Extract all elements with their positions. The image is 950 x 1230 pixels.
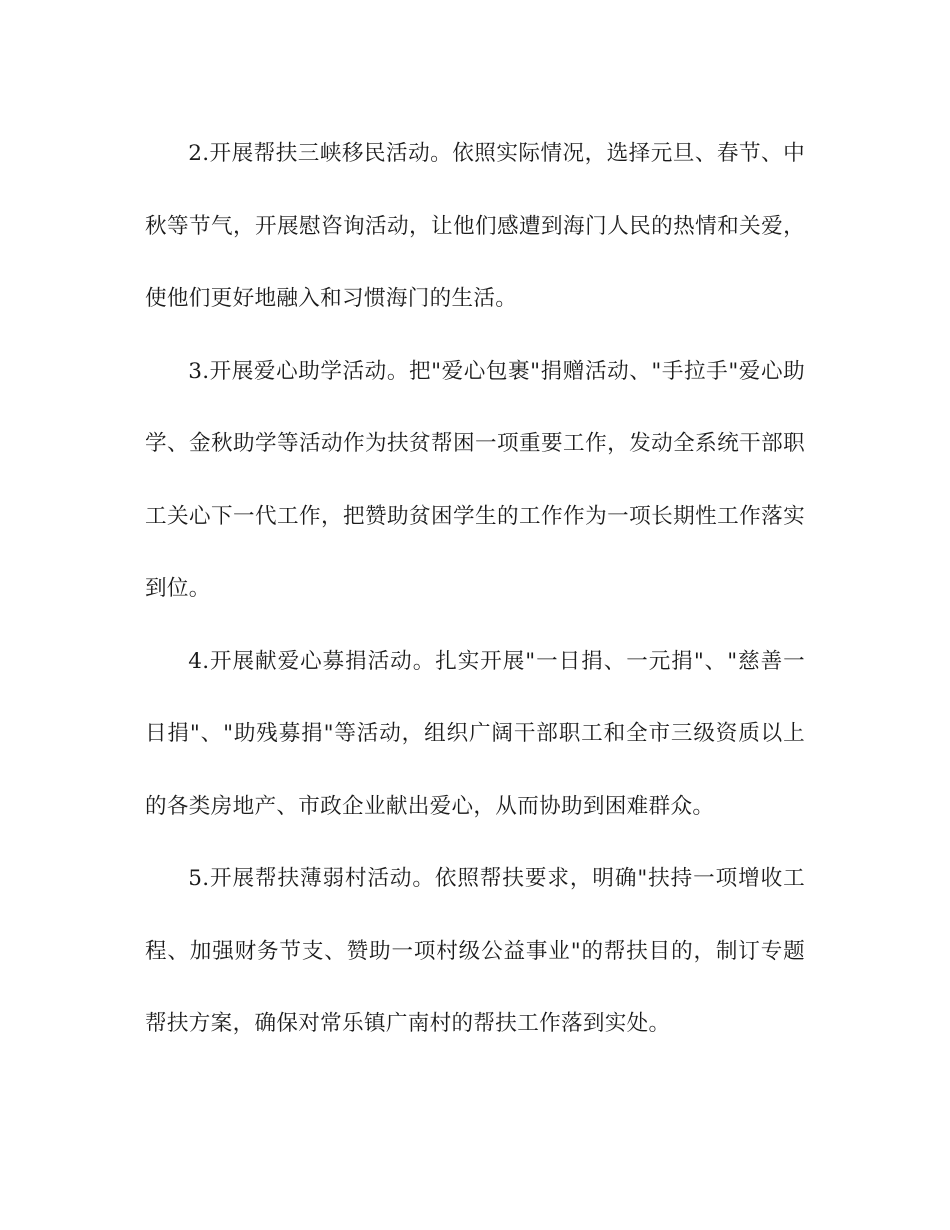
paragraph-item-4: 4.开展献爱心募捐活动。扎实开展"一日捐、一元捐"、"慈善一日捐"、"助残募捐"等活动，组织广阔干部职工和全市三级资质以上的各类房地产、市政企业献出爱心，从而协助到困难群众。 (145, 648, 805, 819)
document-body (145, 118, 805, 1061)
paragraph-item-5: 5.开展帮扶薄弱村活动。依照帮扶要求，明确"扶持一项增收工程、加强财务节支、赞助一项村级公益事业"的帮扶目的，制订专题帮扶方案，确保对常乐镇广南村的帮扶工作落到实处。 (145, 866, 805, 1036)
paragraph-item-2: 2.开展帮扶三峡移民活动。依照实际情况，选择元旦、春节、中秋等节气，开展慰咨询活动，让他们感遭到海门人民的热情和关爱，使他们更好地融入和习惯海门的生活。 (145, 141, 805, 311)
paragraph-item-3: 3.开展爱心助学活动。把"爱心包裹"捐赠活动、"手拉手"爱心助学、金秋助学等活动作为扶贫帮困一项重要工作，发动全系统干部职工关心下一代工作，把赞助贫困学生的工作作为一项长期性工作落实到位。 (145, 358, 805, 601)
